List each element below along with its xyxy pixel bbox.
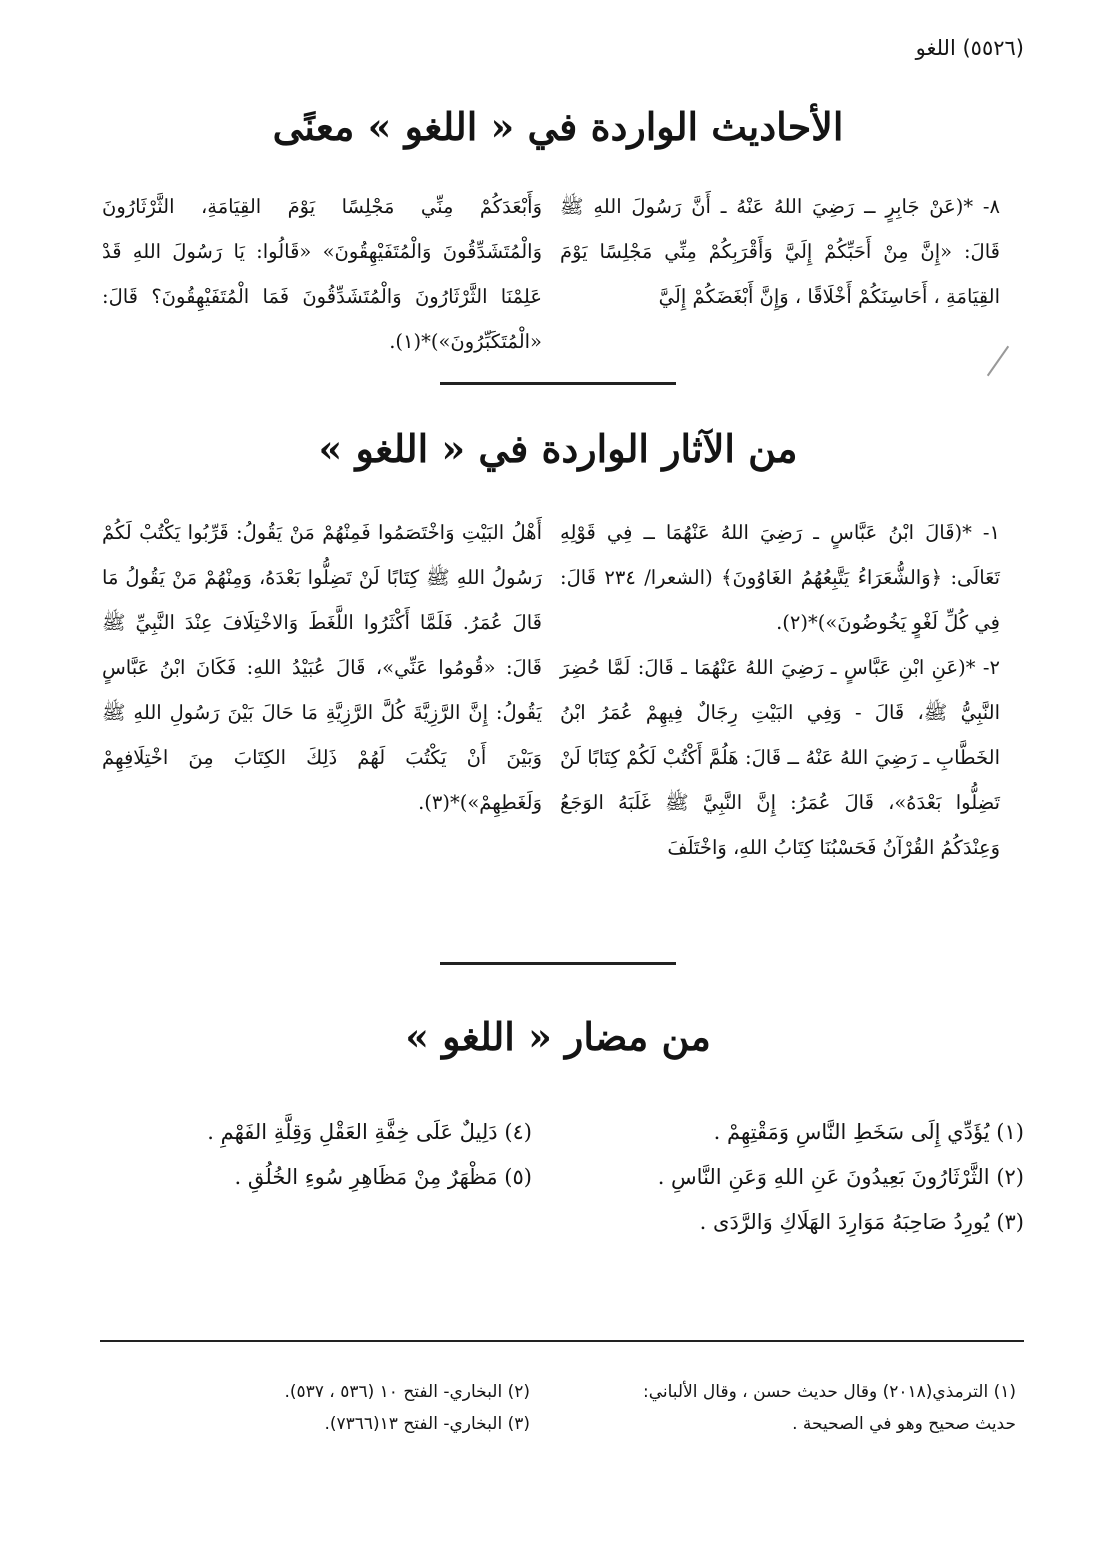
athar-column-left bbox=[102, 510, 542, 825]
list-item: (٤) دَلِيلٌ عَلَى خِفَّةِ العَقْلِ وَقِلَّةِ الفَهْمِ . bbox=[207, 1120, 532, 1144]
section-divider bbox=[440, 382, 676, 385]
list-item: (٢) الثَّرْثَارُونَ بَعِيدُونَ عَنِ اللهِ وَعَنِ النَّاسِ . bbox=[657, 1165, 1024, 1189]
page-number: (٥٥٢٦) bbox=[962, 36, 1024, 60]
running-title: اللغو bbox=[915, 36, 956, 60]
footnotes-right bbox=[576, 1376, 1016, 1440]
list-item: (٣) يُورِدُ صَاحِبَهُ مَوَارِدَ الهَلَاكِ وَالرَّدَى . bbox=[699, 1210, 1024, 1234]
list-item: (٥) مَظْهَرٌ مِنْ مَظَاهِرِ سُوءِ الخُلُقِ . bbox=[234, 1165, 532, 1189]
hadith-column-left bbox=[102, 184, 542, 364]
footnotes-left bbox=[200, 1376, 530, 1440]
athar-1: ١- *(قَالَ ابْنُ عَبَّاسٍ ـ رَضِيَ اللهُ عَنْهُمَا ــ فِي قَوْلِهِ تَعَالَى: ﴿وَالشُّعَرَاءُ يَتَّبِعُهُمُ الغَاوُونَ﴾ (الشعرا/ ٢٣٤ قَالَ: فِي كُلِّ لَغْوٍ يَخُوضُونَ»)*(٢). bbox=[560, 521, 1000, 634]
footnote-rule bbox=[100, 1340, 1024, 1342]
athar-2-part1: ٢- *(عَنِ ابْنِ عَبَّاسٍ ـ رَضِيَ اللهُ عَنْهُمَا ـ قَالَ: لَمَّا حُضِرَ النَّبِيُّ ﷺ، قَالَ - وَفِي البَيْتِ رِجَالٌ فِيهِمْ عُمَرُ ابْنُ الخَطَّابِ ـ رَضِيَ اللهُ عَنْهُ ــ قَالَ: هَلُمَّ أَكْتُبْ لَكُمْ كِتَابًا لَنْ تَضِلُّوا بَعْدَهُ»، قَالَ عُمَرُ: إِنَّ النَّبِيَّ ﷺ غَلَبَهُ الوَجَعُ وَعِنْدَكُمُ القُرْآنُ فَحَسْبُنَا كِتَابُ اللهِ، وَاخْتَلَفَ bbox=[560, 656, 1000, 859]
footnote-2: (٢) البخاري- الفتح ١٠ (٥٣٦ ، ٥٣٧). bbox=[284, 1382, 530, 1402]
footnote-1-line2: حديث صحيح وهو في الصحيحة . bbox=[792, 1414, 1016, 1434]
athar-2-part2: أَهْلُ البَيْتِ وَاخْتَصَمُوا فَمِنْهُمْ مَنْ يَقُولُ: قَرِّبُوا يَكْتُبْ لَكُمْ رَسُولُ اللهِ ﷺ كِتَابًا لَنْ تَضِلُّوا بَعْدَهُ، وَمِنْهُمْ مَنْ يَقُولُ مَا قَالَ عُمَرُ. فَلَمَّا أَكْثَرُوا اللَّغَطَ وَالاخْتِلَافَ عِنْدَ النَّبِيِّ ﷺ قَالَ: «قُومُوا عَنِّي»، قَالَ عُبَيْدُ اللهِ: فَكَانَ ابْنُ عَبَّاسٍ يَقُولُ: إِنَّ الرَّزِيَّةَ كُلَّ الرَّزِيَّةِ مَا حَالَ بَيْنَ رَسُولِ اللهِ ﷺ وَبَيْنَ أَنْ يَكْتُبَ لَهُمْ ذَلِكَ الكِتَابَ مِنَ اخْتِلَافِهِمْ وَلَغَطِهِمْ»)*(٣). bbox=[102, 521, 542, 814]
hadith-8-part1: ٨- *(عَنْ جَابِرٍ ــ رَضِيَ اللهُ عَنْهُ ـ أَنَّ رَسُولَ اللهِ ﷺ قَالَ: «إِنَّ مِنْ أَحَبِّكُمْ إِلَيَّ وَأَقْرَبِكُمْ مِنِّي مَجْلِسًا يَوْمَ القِيَامَةِ ، أَحَاسِنَكُمْ أَخْلَاقًا ، وَإِنَّ أَبْغَضَكُمْ إِلَيَّ bbox=[560, 195, 1000, 308]
section-title-athar: من الآثار الواردة في « اللغو » bbox=[318, 426, 798, 471]
harms-list-right bbox=[564, 1110, 1024, 1245]
page-header bbox=[724, 36, 1024, 60]
scan-mark bbox=[987, 346, 1009, 377]
section-divider bbox=[440, 962, 676, 965]
athar-column-right bbox=[560, 510, 1000, 870]
hadith-8-part2: وَأَبْعَدَكُمْ مِنِّي مَجْلِسًا يَوْمَ القِيَامَةِ، الثَّرْثَارُونَ وَالْمُتَشَدِّقُونَ وَالْمُتَفَيْهِقُونَ» «قَالُوا: يَا رَسُولَ اللهِ قَدْ عَلِمْنَا الثَّرْثَارُونَ وَالْمُتَشَدِّقُونَ فَمَا الْمُتَفَيْهِقُونَ؟ قَالَ: «الْمُتَكَبِّرُونَ»)*(١). bbox=[102, 195, 542, 353]
hadith-column-right bbox=[560, 184, 1000, 319]
harms-list-left bbox=[180, 1110, 532, 1200]
footnote-3: (٣) البخاري- الفتح ١٣(٧٣٦٦). bbox=[324, 1414, 530, 1434]
section-title-harms: من مضار « اللغو » bbox=[405, 1014, 711, 1059]
footnote-1-line1: (١) الترمذي(٢٠١٨) وقال حديث حسن ، وقال الألباني: bbox=[642, 1382, 1016, 1402]
section-title-hadiths: الأحاديث الواردة في « اللغو » معنًى bbox=[272, 104, 844, 149]
list-item: (١) يُؤَدِّي إِلَى سَخَطِ النَّاسِ وَمَقْتِهِمْ . bbox=[713, 1120, 1024, 1144]
